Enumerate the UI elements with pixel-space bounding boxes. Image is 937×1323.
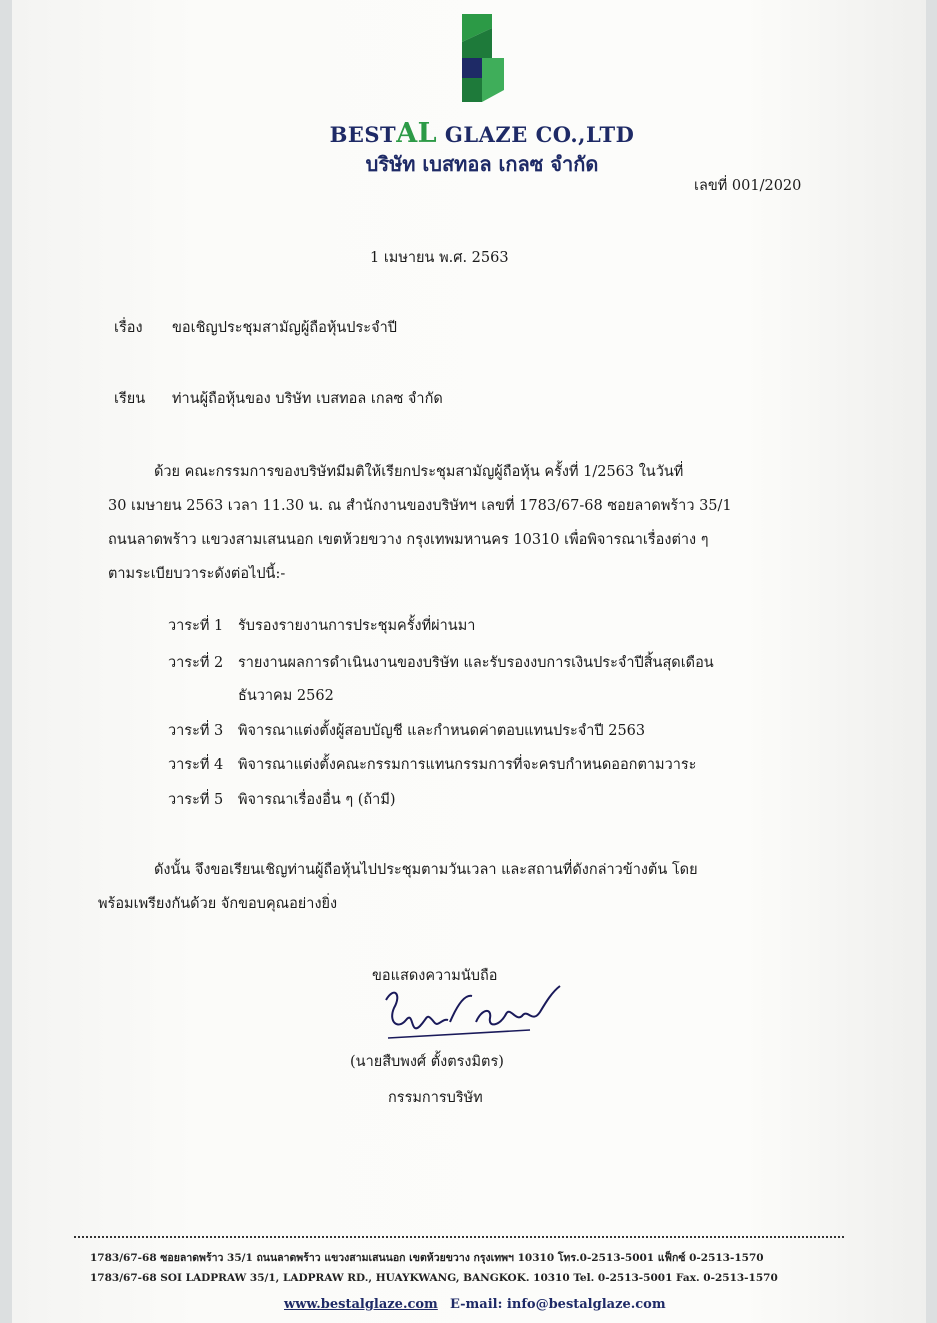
website-link[interactable]: www.bestalglaze.com	[284, 1297, 438, 1312]
company-name-en: BESTAL GLAZE CO.,LTD	[329, 118, 635, 149]
regards-text: ขอแสดงความนับถือ	[372, 968, 498, 984]
body-line: ด้วย คณะกรรมการของบริษัทมีมติให้เรียกประชุมสามัญผู้ถือหุ้น ครั้งที่ 1/2563 ในวันที่	[154, 464, 684, 480]
agenda-item-text: พิจารณาแต่งตั้งคณะกรรมการแทนกรรมการที่จะครบกำหนดออกตามวาระ	[238, 757, 697, 773]
agenda-label: วาระที่ 1	[168, 618, 224, 634]
closing-line: ดังนั้น จึงขอเรียนเชิญท่านผู้ถือหุ้นไปประชุมตามวันเวลา และสถานที่ดังกล่าวข้างต้น โดย	[154, 862, 698, 878]
footer-divider	[74, 1236, 844, 1238]
agenda-item-text: ธันวาคม 2562	[238, 688, 334, 704]
subject-text: ขอเชิญประชุมสามัญผู้ถือหุ้นประจำปี	[172, 320, 397, 336]
letter-date: 1 เมษายน พ.ศ. 2563	[370, 250, 509, 266]
letter-page	[12, 0, 926, 1323]
subject-label: เรื่อง	[114, 320, 143, 336]
agenda-item-text: รายงานผลการดำเนินงานของบริษัท และรับรองงบการเงินประจำปีสิ้นสุดเดือน	[238, 655, 714, 671]
recipient-label: เรียน	[114, 391, 146, 407]
company-name-th: บริษัท เบสทอล เกลซ จำกัด	[365, 152, 599, 176]
footer-address-th: 1783/67-68 ซอยลาดพร้าว 35/1 ถนนลาดพร้าว แขวงสามเสนนอก เขตห้วยขวาง กรุงเทพฯ 10310 โทร.0-2513-5001 แฟ็กซ์ 0-2513-1570	[90, 1252, 764, 1264]
body-line: 30 เมษายน 2563 เวลา 11.30 น. ณ สำนักงานของบริษัทฯ เลขที่ 1783/67-68 ซอยลาดพร้าว 35/1	[108, 498, 732, 514]
signatory-title: กรรมการบริษัท	[388, 1090, 483, 1106]
agenda-item-text: พิจารณาเรื่องอื่น ๆ (ถ้ามี)	[238, 792, 396, 808]
signatory-name: (นายสืบพงศ์ ตั้งตรงมิตร)	[350, 1054, 504, 1070]
agenda-label: วาระที่ 2	[168, 655, 224, 671]
body-line: ถนนลาดพร้าว แขวงสามเสนนอก เขตห้วยขวาง กรุงเทพมหานคร 10310 เพื่อพิจารณาเรื่องต่าง ๆ	[108, 532, 709, 548]
handwritten-signature	[380, 978, 570, 1058]
company-logo	[452, 14, 504, 102]
document-number: เลขที่ 001/2020	[694, 178, 802, 194]
email-link[interactable]: E-mail: info@bestalglaze.com	[450, 1297, 666, 1312]
recipient-text: ท่านผู้ถือหุ้นของ บริษัท เบสทอล เกลซ จำกัด	[172, 391, 443, 407]
agenda-label: วาระที่ 5	[168, 792, 224, 808]
footer-address-en: 1783/67-68 SOI LADPRAW 35/1, LADPRAW RD., HUAYKWANG, BANGKOK. 10310 Tel. 0-2513-5001 Fax. 0-2513-1570	[90, 1272, 778, 1284]
agenda-label: วาระที่ 4	[168, 757, 224, 773]
closing-line: พร้อมเพรียงกันด้วย จักขอบคุณอย่างยิ่ง	[98, 896, 338, 912]
agenda-item-text: พิจารณาแต่งตั้งผู้สอบบัญชี และกำหนดค่าตอบแทนประจำปี 2563	[238, 723, 646, 739]
agenda-label: วาระที่ 3	[168, 723, 224, 739]
body-line: ตามระเบียบวาระดังต่อไปนี้:-	[108, 566, 286, 582]
agenda-item-text: รับรองรายงานการประชุมครั้งที่ผ่านมา	[238, 618, 476, 634]
